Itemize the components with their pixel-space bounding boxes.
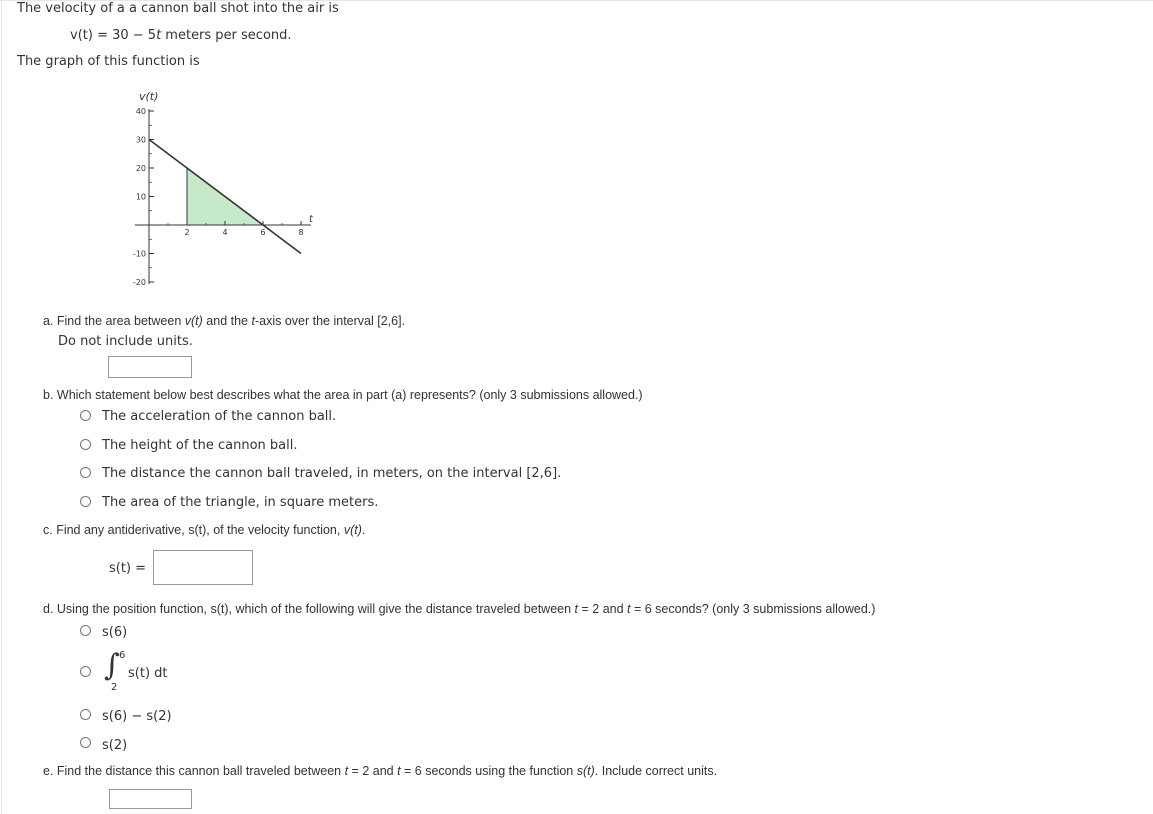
- velocity-formula: [70, 28, 292, 43]
- integral-upper-limit: 6: [119, 650, 126, 661]
- part-c-prefix: c. Find any antiderivative, s(t), of the velocity function,: [43, 523, 344, 537]
- part-c-v: v(t): [343, 523, 362, 537]
- part-b-option-3-label[interactable]: The distance the cannon ball traveled, in meters, on the interval [2,6].: [102, 466, 562, 481]
- part-d-suffix: = 6 seconds? (only 3 submissions allowed.): [630, 602, 876, 616]
- x-tick-label: 2: [184, 228, 190, 237]
- part-d-mid: = 2 and: [578, 602, 628, 616]
- y-axis-label: v(t): [139, 90, 159, 103]
- part-a-answer-input[interactable]: [108, 356, 192, 378]
- part-d-t1: t: [574, 602, 579, 616]
- part-b-option-2-radio[interactable]: [80, 439, 91, 450]
- part-c-suffix: .: [361, 523, 366, 537]
- part-d-t2: t: [627, 602, 631, 616]
- formula-lhs: v(t) = 30 − 5: [70, 28, 157, 43]
- y-tick-label: 40: [135, 107, 146, 116]
- part-e-answer-input[interactable]: [109, 789, 192, 809]
- part-c-label: s(t) =: [109, 561, 147, 576]
- part-e-prefix: e. Find the distance this cannon ball traveled between: [43, 764, 345, 778]
- part-d-option-4-label[interactable]: s(2): [102, 738, 128, 753]
- part-d-option-3-radio[interactable]: [80, 709, 91, 720]
- x-axis-label: t: [309, 214, 313, 225]
- part-d-prefix: d. Using the position function, s(t), which of the following will give the distance traveled between: [43, 602, 575, 616]
- formula-var: t: [156, 28, 162, 43]
- part-e-s: s(t): [576, 764, 595, 778]
- part-e-t2: t: [397, 764, 401, 778]
- x-tick-label: 6: [260, 228, 266, 237]
- part-b-question: b. Which statement below best describes what the area in part (a) represents? (only 3 submissions allowed.): [43, 388, 643, 402]
- y-tick-label: -20: [132, 278, 146, 287]
- part-d-option-3-label[interactable]: s(6) − s(2): [102, 709, 172, 724]
- part-c-answer-input[interactable]: [153, 550, 253, 585]
- y-tick-label: 20: [135, 164, 146, 173]
- part-e-t1: t: [344, 764, 349, 778]
- part-a-question: [43, 314, 405, 328]
- part-e-question: [43, 764, 717, 778]
- integral-lower-limit: 2: [111, 682, 118, 693]
- part-e-mid1: = 2 and: [348, 764, 398, 778]
- part-a-note: Do not include units.: [58, 334, 193, 349]
- part-e-mid2: = 6 seconds using the function: [400, 764, 577, 778]
- y-tick-label: 30: [135, 135, 146, 145]
- formula-rhs: meters per second.: [161, 28, 292, 43]
- part-b-option-2-label[interactable]: The height of the cannon ball.: [102, 438, 298, 453]
- part-d-option-1-label[interactable]: s(6): [102, 625, 128, 640]
- integral-sign-icon: ∫: [104, 648, 120, 683]
- part-d-option-1-radio[interactable]: [80, 625, 91, 636]
- part-b-option-1-label[interactable]: The acceleration of the cannon ball.: [102, 409, 337, 424]
- y-tick-label: -10: [132, 249, 146, 259]
- part-e-suffix: . Include correct units.: [594, 764, 718, 778]
- part-b-option-4-radio[interactable]: [80, 496, 91, 507]
- x-tick-label: 4: [222, 228, 228, 237]
- part-d-option-2-integrand[interactable]: s(t) dt: [128, 666, 168, 681]
- velocity-graph: [115, 88, 330, 293]
- x-tick-label: 8: [298, 228, 304, 237]
- intro-text: The velocity of a a cannon ball shot into the air is: [17, 1, 339, 16]
- part-a-suffix: -axis over the interval [2,6].: [254, 314, 406, 328]
- part-d-option-2-radio[interactable]: [80, 666, 91, 677]
- graph-intro: The graph of this function is: [17, 54, 200, 69]
- part-a-prefix: a. Find the area between: [43, 314, 185, 328]
- part-c-question: [43, 523, 365, 537]
- left-border: [1, 0, 2, 814]
- part-d-option-4-radio[interactable]: [80, 737, 91, 748]
- y-tick-label: 10: [135, 192, 146, 202]
- part-a-mid: and the: [202, 314, 252, 328]
- part-b-option-3-radio[interactable]: [80, 467, 91, 478]
- part-a-t: t: [251, 314, 255, 328]
- part-b-option-4-label[interactable]: The area of the triangle, in square meters.: [102, 495, 379, 510]
- part-d-question: [43, 602, 875, 616]
- part-b-option-1-radio[interactable]: [80, 410, 91, 421]
- part-a-v: v(t): [184, 314, 203, 328]
